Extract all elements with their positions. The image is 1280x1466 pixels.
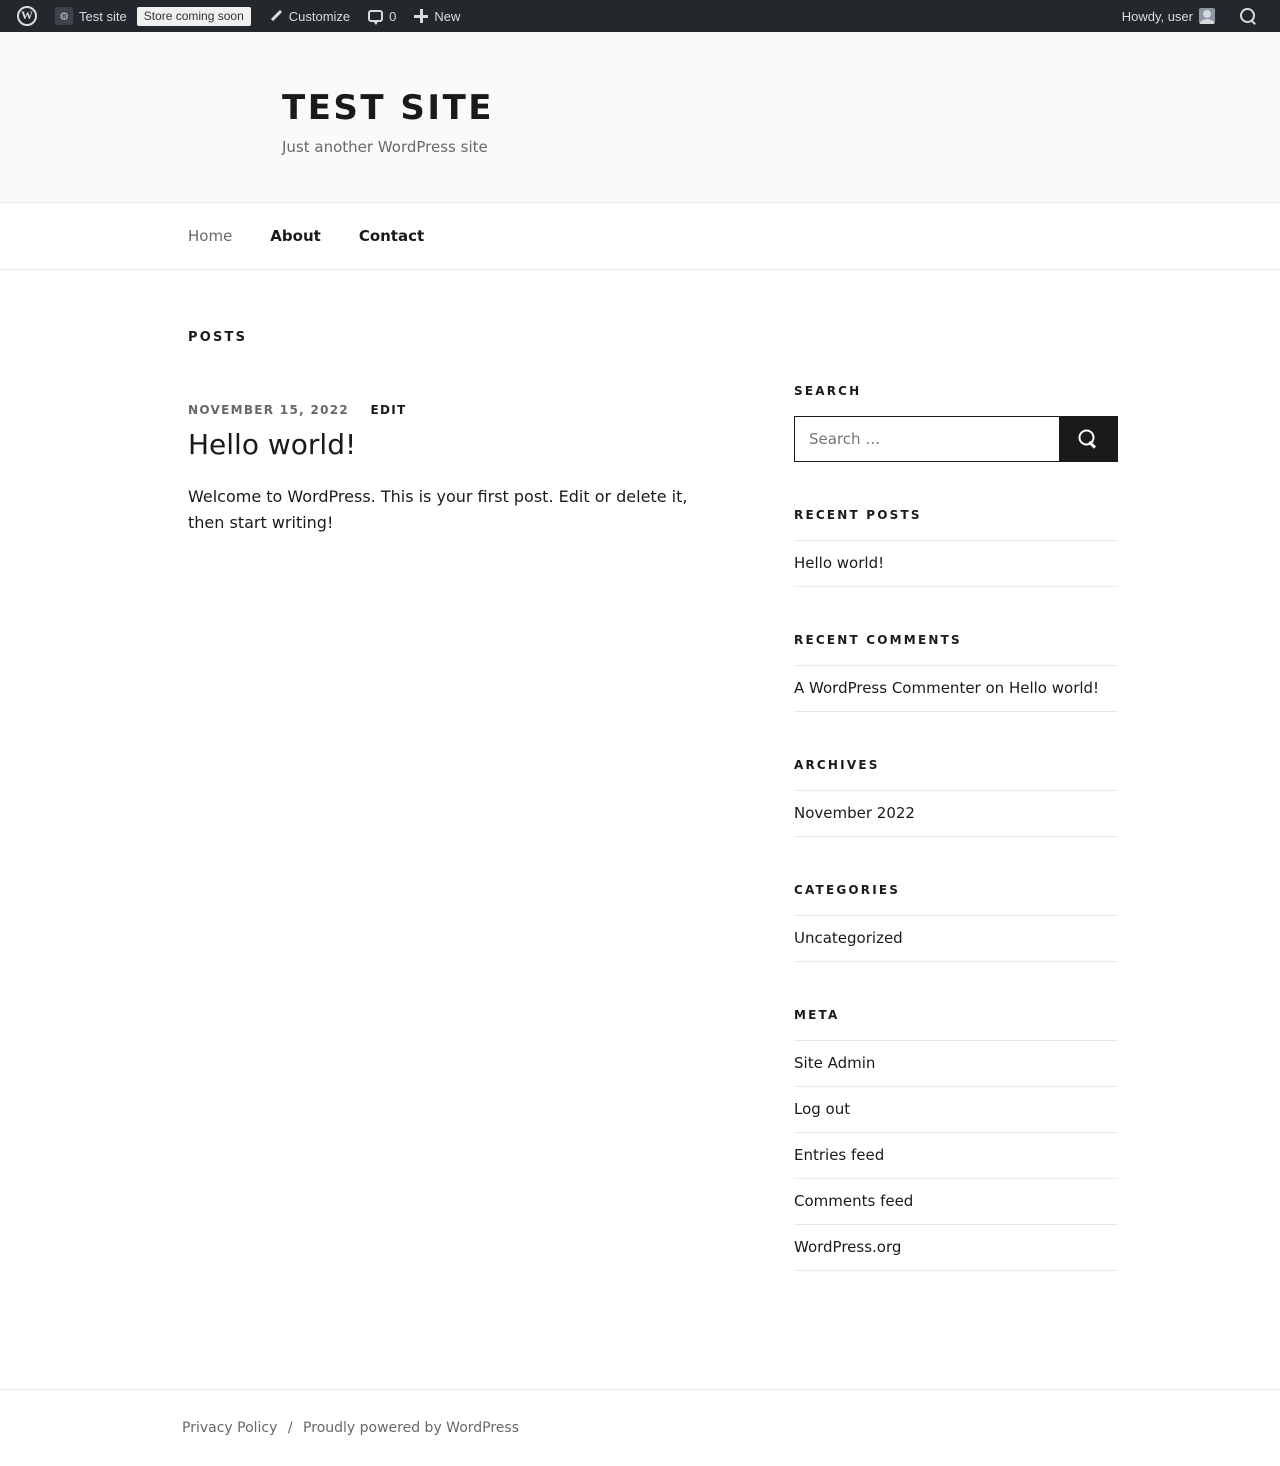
nav-link-home[interactable]: Home xyxy=(188,227,233,245)
nav-item-home[interactable] xyxy=(188,227,232,246)
widget-title-search: SEARCH xyxy=(794,384,862,398)
sidebar xyxy=(794,330,1118,1317)
list-item[interactable] xyxy=(794,1041,1118,1087)
widget-search xyxy=(794,384,1118,462)
widget-title-recent-comments: RECENT COMMENTS xyxy=(794,633,962,647)
list-item[interactable] xyxy=(794,1133,1118,1179)
recent-posts-list xyxy=(794,540,1118,587)
widget-recent-posts xyxy=(794,508,1118,587)
primary-navigation xyxy=(0,203,1280,270)
nav-item-contact[interactable] xyxy=(359,227,424,246)
recent-post-link[interactable]: Hello world! xyxy=(794,554,885,572)
post-edit-link[interactable]: EDIT xyxy=(370,403,407,417)
adminbar-customize[interactable] xyxy=(260,0,359,32)
comment-on-label: on xyxy=(985,679,1005,697)
widget-meta xyxy=(794,1008,1118,1271)
nav-list xyxy=(0,203,1280,270)
page-title: POSTS xyxy=(188,330,248,345)
widget-title-meta: META xyxy=(794,1008,840,1022)
widget-title-recent-posts: RECENT POSTS xyxy=(794,508,922,522)
meta-list xyxy=(794,1040,1118,1271)
wordpress-logo-icon xyxy=(17,6,37,26)
meta-link-wordpress-org[interactable]: WordPress.org xyxy=(794,1238,902,1256)
post-excerpt: Welcome to WordPress. This is your first post. Edit or delete it, then start writing! xyxy=(188,487,688,533)
archive-link[interactable]: November 2022 xyxy=(794,804,915,822)
list-item[interactable] xyxy=(794,1087,1118,1133)
site-title[interactable]: TEST SITE xyxy=(282,88,494,128)
comment-bubble-icon xyxy=(368,10,383,22)
site-footer xyxy=(0,1389,1280,1466)
main-content xyxy=(188,330,748,1317)
nav-link-contact[interactable]: Contact xyxy=(358,227,425,245)
list-item[interactable] xyxy=(794,1179,1118,1225)
nav-link-about[interactable]: About xyxy=(270,227,321,245)
adminbar-customize-label: Customize xyxy=(288,8,351,24)
adminbar-site-name[interactable] xyxy=(46,0,260,32)
adminbar-new-label: New xyxy=(434,8,461,24)
adminbar-comments[interactable] xyxy=(359,0,405,32)
nav-item-about[interactable] xyxy=(270,227,321,246)
content-area xyxy=(0,270,1280,1317)
archives-list xyxy=(794,790,1118,837)
meta-link-log-out[interactable]: Log out xyxy=(794,1100,851,1118)
post-title-link[interactable]: Hello world! xyxy=(188,428,357,461)
recent-comments-list xyxy=(794,665,1118,712)
meta-link-entries-feed[interactable]: Entries feed xyxy=(794,1146,885,1164)
footer-separator: / xyxy=(287,1420,293,1436)
plus-icon xyxy=(414,9,428,23)
adminbar-right-group xyxy=(1113,0,1272,32)
site-description: Just another WordPress site xyxy=(282,138,488,156)
adminbar-howdy-label: Howdy, user xyxy=(1121,8,1193,24)
list-item[interactable] xyxy=(794,541,1118,587)
avatar xyxy=(1199,8,1215,24)
search-submit-button[interactable] xyxy=(1059,417,1117,461)
list-item[interactable] xyxy=(794,1225,1118,1271)
search-input[interactable] xyxy=(795,417,1059,461)
meta-link-comments-feed[interactable]: Comments feed xyxy=(794,1192,914,1210)
post-title xyxy=(188,427,728,462)
post-date[interactable]: NOVEMBER 15, 2022 xyxy=(188,403,350,417)
category-link[interactable]: Uncategorized xyxy=(794,929,903,947)
widget-archives xyxy=(794,758,1118,837)
footer-inner xyxy=(0,1420,1280,1436)
site-header xyxy=(0,32,1280,203)
categories-list xyxy=(794,915,1118,962)
widget-title-categories: CATEGORIES xyxy=(794,883,901,897)
widget-recent-comments xyxy=(794,633,1118,712)
search-form xyxy=(794,416,1118,462)
store-coming-soon-badge[interactable]: Store coming soon xyxy=(137,7,251,26)
search-icon xyxy=(1239,7,1257,25)
widget-categories xyxy=(794,883,1118,962)
adminbar-comments-count: 0 xyxy=(389,8,397,24)
adminbar-search-button[interactable] xyxy=(1224,0,1272,32)
footer-privacy-policy-link[interactable]: Privacy Policy xyxy=(182,1420,278,1436)
meta-link-site-admin[interactable]: Site Admin xyxy=(794,1054,876,1072)
adminbar-my-account[interactable] xyxy=(1113,0,1224,32)
footer-credits-link[interactable]: Proudly powered by WordPress xyxy=(303,1420,520,1436)
search-icon xyxy=(1079,430,1098,449)
comment-post-link[interactable]: Hello world! xyxy=(1008,679,1100,697)
pencil-icon xyxy=(269,9,283,23)
post-content xyxy=(188,484,728,537)
post-edit-link-wrapper xyxy=(371,403,407,417)
adminbar-new-content[interactable] xyxy=(405,0,469,32)
post-article xyxy=(188,403,728,537)
list-item[interactable] xyxy=(794,791,1118,837)
site-icon: ⚙ xyxy=(55,7,73,25)
comment-author-link[interactable]: A WordPress Commenter xyxy=(794,679,981,697)
admin-bar xyxy=(0,0,1280,32)
post-meta xyxy=(188,403,728,417)
list-item[interactable] xyxy=(794,666,1118,712)
list-item[interactable] xyxy=(794,916,1118,962)
adminbar-site-name-label: Test site xyxy=(79,8,127,24)
adminbar-wp-logo[interactable] xyxy=(8,0,46,32)
widget-title-archives: ARCHIVES xyxy=(794,758,880,772)
